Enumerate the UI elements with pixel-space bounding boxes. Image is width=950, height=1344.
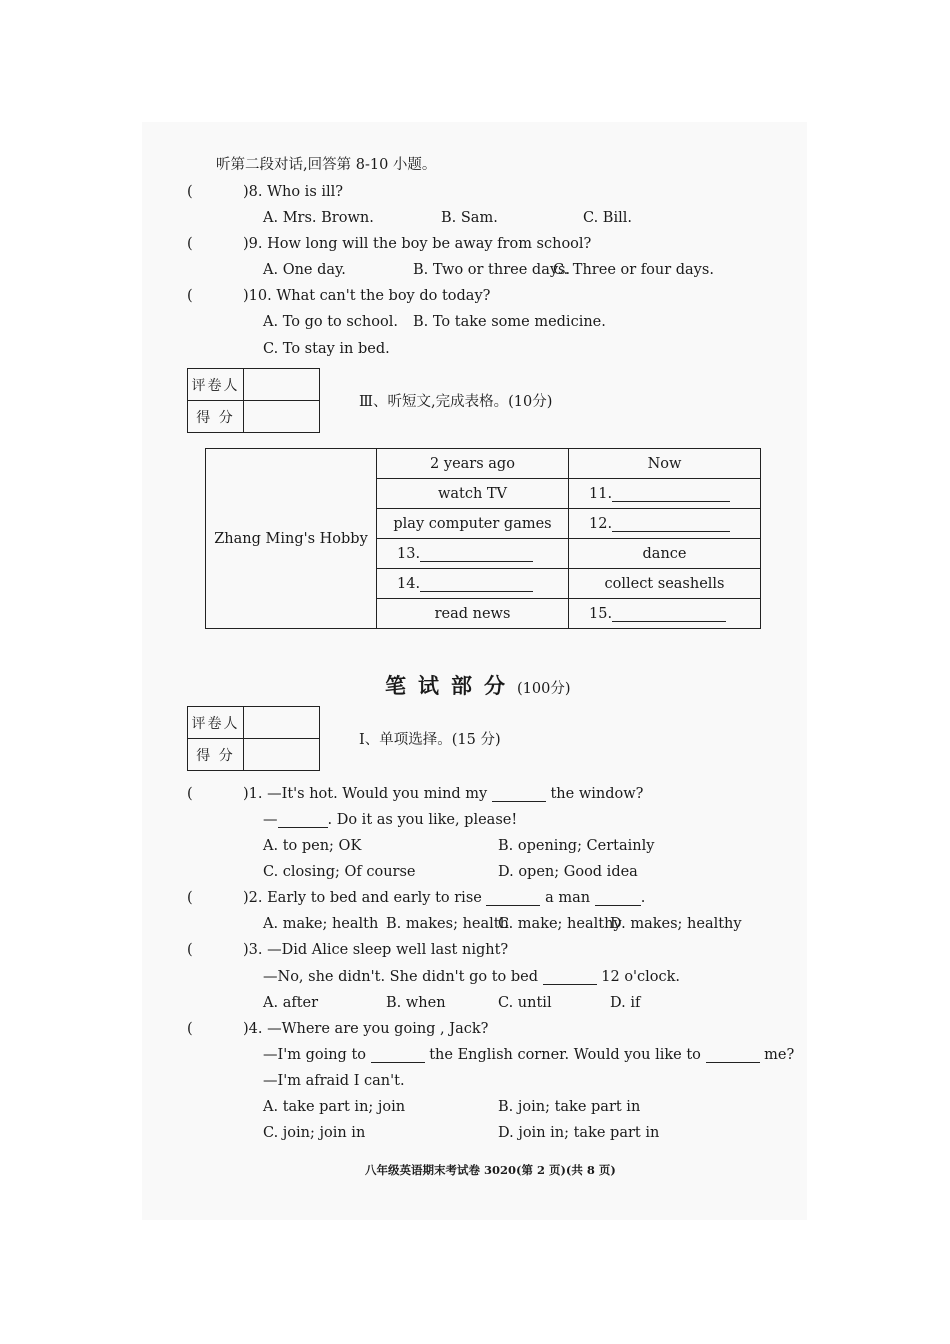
- column-header-now: Now: [569, 449, 761, 479]
- question-2: )2. Early to bed and early to rise a man .: [243, 890, 646, 906]
- q4-reply: —I'm going to the English corner. Would you like to me?: [263, 1047, 795, 1063]
- q4-option-c: C. join; join in: [263, 1125, 366, 1141]
- q3-option-c: C. until: [498, 995, 552, 1011]
- q2-option-c: C. make; healthy: [498, 916, 622, 932]
- q4-option-d: D. join in; take part in: [498, 1125, 660, 1141]
- score-box: [187, 706, 320, 771]
- q1-option-c: C. closing; Of course: [263, 864, 416, 880]
- score-field: [244, 739, 320, 771]
- grader-label: 评卷人: [188, 369, 244, 401]
- q1-reply: — . Do it as you like, please!: [263, 812, 518, 828]
- score-box: [187, 368, 320, 433]
- table-cell: watch TV: [377, 479, 569, 509]
- answer-paren: (: [187, 236, 193, 252]
- hobby-row-label: Zhang Ming's Hobby: [206, 449, 377, 629]
- q10-option-c: C. To stay in bed.: [263, 341, 390, 357]
- table-cell: read news: [377, 599, 569, 629]
- blank-14: 14.: [377, 569, 569, 599]
- table-cell: collect seashells: [569, 569, 761, 599]
- question-3: )3. —Did Alice sleep well last night?: [243, 942, 509, 958]
- answer-paren: (: [187, 786, 193, 802]
- q2-option-a: A. make; health: [263, 916, 379, 932]
- answer-paren: (: [187, 890, 193, 906]
- q9-option-c: C. Three or four days.: [553, 262, 714, 278]
- table-cell: dance: [569, 539, 761, 569]
- answer-paren: (: [187, 942, 193, 958]
- blank-15: 15.: [569, 599, 761, 629]
- answer-paren: (: [187, 1021, 193, 1037]
- answer-paren: (: [187, 184, 193, 200]
- q1-option-d: D. open; Good idea: [498, 864, 638, 880]
- written-heading-text: 笔试部分: [385, 673, 517, 698]
- q2-option-d: D. makes; healthy: [610, 916, 742, 932]
- column-header-past: 2 years ago: [377, 449, 569, 479]
- grader-field: [244, 707, 320, 739]
- question-9: )9. How long will the boy be away from school?: [243, 236, 592, 252]
- score-label: 得 分: [188, 401, 244, 433]
- q9-option-b: B. Two or three days.: [413, 262, 571, 278]
- section-3-title: Ⅲ、听短文,完成表格。(10分): [359, 394, 553, 410]
- section-1-title: Ⅰ、单项选择。(15 分): [359, 732, 501, 748]
- q2-option-b: B. makes; health: [386, 916, 509, 932]
- grader-label: 评卷人: [188, 707, 244, 739]
- blank-12: 12.: [569, 509, 761, 539]
- dialogue-intro: 听第二段对话,回答第 8-10 小题。: [216, 157, 437, 173]
- question-1: )1. —It's hot. Would you mind my the window?: [243, 786, 644, 802]
- q1-option-a: A. to pen; OK: [263, 838, 362, 854]
- q10-option-b: B. To take some medicine.: [413, 314, 606, 330]
- answer-paren: (: [187, 288, 193, 304]
- q4-option-a: A. take part in; join: [263, 1099, 406, 1115]
- written-heading: [385, 675, 571, 697]
- q3-option-d: D. if: [610, 995, 641, 1011]
- blank-11: 11.: [569, 479, 761, 509]
- q9-option-a: A. One day.: [263, 262, 346, 278]
- question-4: )4. —Where are you going , Jack?: [243, 1021, 489, 1037]
- q8-option-c: C. Bill.: [583, 210, 632, 226]
- written-points: (100分): [517, 681, 571, 697]
- q4-option-b: B. join; take part in: [498, 1099, 641, 1115]
- q3-option-a: A. after: [263, 995, 319, 1011]
- score-label: 得 分: [188, 739, 244, 771]
- table-cell: play computer games: [377, 509, 569, 539]
- question-10: )10. What can't the boy do today?: [243, 288, 491, 304]
- grader-field: [244, 369, 320, 401]
- page-footer: 八年级英语期末考试卷 3020(第 2 页)(共 8 页): [365, 1163, 616, 1177]
- question-8: )8. Who is ill?: [243, 184, 344, 200]
- q3-reply: —No, she didn't. She didn't go to bed 12 o'clock.: [263, 969, 681, 985]
- q3-option-b: B. when: [386, 995, 446, 1011]
- q10-option-a: A. To go to school.: [263, 314, 398, 330]
- q4-reply-2: —I'm afraid I can't.: [263, 1073, 405, 1089]
- blank-13: 13.: [377, 539, 569, 569]
- q8-option-a: A. Mrs. Brown.: [263, 210, 374, 226]
- hobby-table: [205, 448, 761, 629]
- q1-option-b: B. opening; Certainly: [498, 838, 655, 854]
- q8-option-b: B. Sam.: [441, 210, 498, 226]
- score-field: [244, 401, 320, 433]
